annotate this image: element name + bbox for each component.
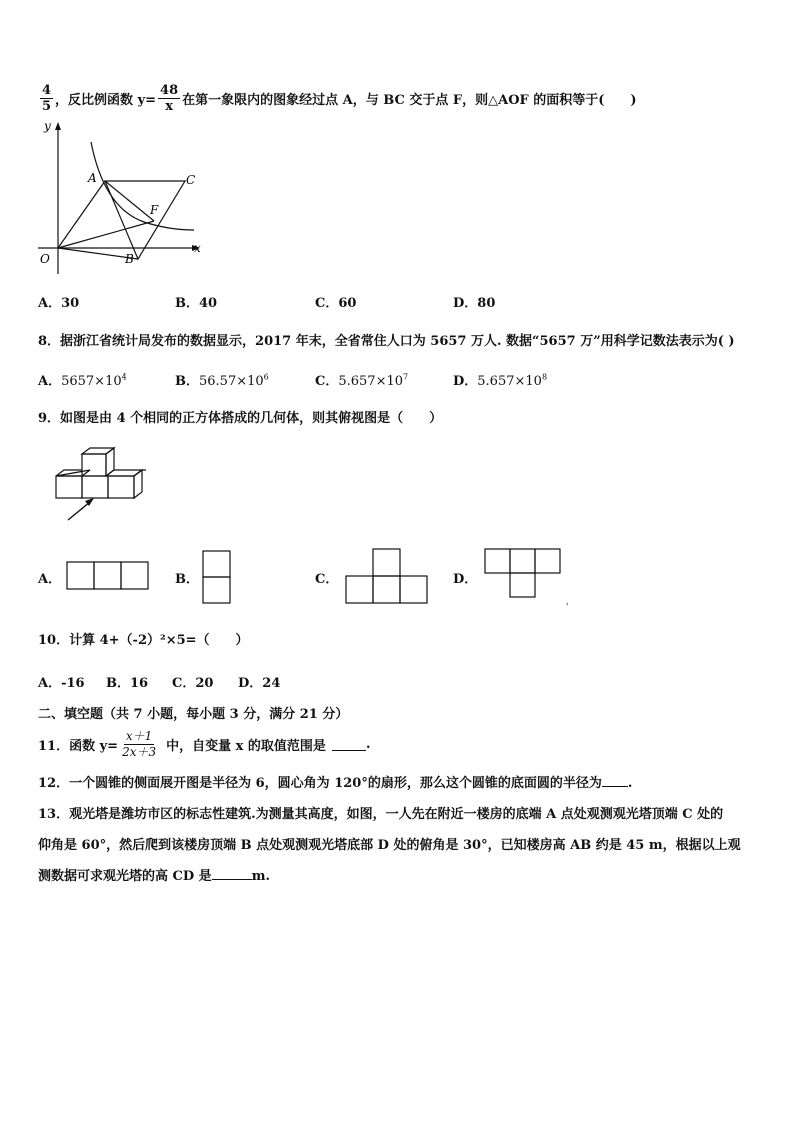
q9-option-c-label[interactable]: C． — [315, 572, 339, 587]
q7-stem — [38, 78, 637, 118]
q9-stem: 9．如图是由 4 个相同的正方体搭成的几何体，则其俯视图是（ ） — [38, 411, 443, 426]
q7-option-a[interactable]: A．30 — [38, 296, 80, 311]
q7-fraction: $\frac{4}{5}$ — [42, 82, 52, 114]
q13-line-1: 13．观光塔是潍坊市区的标志性建筑.为测量其高度，如图，一人先在附近一楼房的底端 A 点处观测观光塔顶端 C 处的 — [38, 807, 724, 822]
q7-label-x: x — [194, 241, 201, 255]
q7-label-y: y — [44, 119, 51, 133]
q7-text-a: ，反比例函数 y= — [55, 92, 157, 108]
q10-stem: 10．计算 4+（-2）²×5=（ ） — [38, 633, 249, 648]
q12-stem: 12．一个圆锥的侧面展开图是半径为 6，圆心角为 120°的扇形，那么这个圆锥的底面圆的半径为 . — [38, 776, 633, 791]
q8-option-b[interactable]: B．$56.57\times 10^6$ — [175, 372, 269, 389]
q13-line-2: 仰角是 60°，然后爬到该楼房顶端 B 点处观测观光塔底部 D 处的俯角是 30°，已知楼房高 AB 约是 45 m，根据以上观 — [38, 838, 741, 853]
q8-stem: 8．据浙江省统计局发布的数据显示，2017 年末，全省常住人口为 5657 万人. 数据“5657 万”用科学记数法表示为( ) — [38, 334, 735, 349]
q7-option-b[interactable]: B．40 — [175, 296, 218, 311]
q10-option-d[interactable]: D．24 — [238, 676, 281, 691]
q7-label-f: F — [150, 203, 159, 217]
q9-option-a-figure[interactable] — [66, 561, 150, 593]
q11-stem: 11．函数 y= $\frac{x+1}{2x+3}$ 中，自变量 x 的取值范围是 . — [38, 728, 371, 759]
q13-line-3: 测数据可求观光塔的高 CD 是 m. — [38, 869, 270, 884]
q7-label-c: C — [186, 173, 196, 187]
q9-option-b-figure[interactable] — [202, 550, 234, 606]
q9-option-b-label[interactable]: B． — [175, 572, 199, 587]
q9-solid-figure — [50, 440, 170, 530]
q9-option-c-figure[interactable] — [345, 548, 431, 606]
q9-option-d-figure[interactable] — [484, 548, 570, 610]
q11-fraction: $\frac{x+1}{2x+3}$ — [122, 728, 157, 759]
q11-answer-blank[interactable] — [332, 738, 366, 751]
q7-k-fraction: $\frac{48}{x}$ — [160, 82, 179, 114]
q12-answer-blank[interactable] — [602, 774, 628, 787]
q10-option-c[interactable]: C．20 — [172, 676, 214, 691]
q7-figure — [34, 118, 214, 278]
q7-label-a: A — [88, 171, 97, 185]
q10-option-a[interactable]: A．-16 — [38, 676, 85, 691]
q10-option-b[interactable]: B．16 — [106, 676, 149, 691]
q9-option-d-label[interactable]: D． — [453, 572, 478, 587]
q7-label-b: B — [125, 252, 134, 266]
q13-answer-blank[interactable] — [212, 867, 252, 880]
q9-option-a-label[interactable]: A． — [38, 572, 62, 587]
q7-text-b: 在第一象限内的图象经过点 A，与 BC 交于点 F，则△AOF 的面积等于( ) — [182, 92, 637, 108]
q7-option-c[interactable]: C．60 — [315, 296, 357, 311]
q7-label-o: O — [40, 252, 50, 266]
q8-option-d[interactable]: D．$5.657\times 10^8$ — [453, 372, 548, 389]
section-2-title: 二、填空题（共 7 小题，每小题 3 分，满分 21 分） — [38, 707, 349, 722]
q7-option-d[interactable]: D．80 — [453, 296, 496, 311]
q8-option-a[interactable]: A．$5657\times 10^4$ — [38, 372, 127, 389]
q8-option-c[interactable]: C．$5.657\times 10^7$ — [315, 372, 409, 389]
